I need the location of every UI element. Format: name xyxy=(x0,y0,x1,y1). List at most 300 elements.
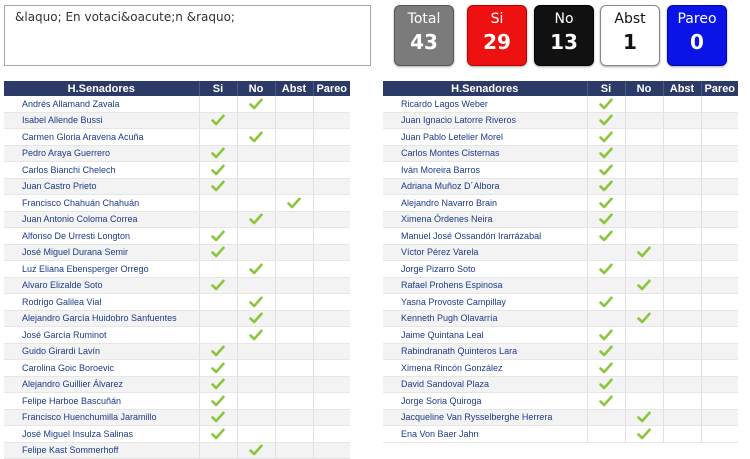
vote-cell-si xyxy=(199,343,237,360)
table-row xyxy=(4,376,350,393)
vote-cell-pareo xyxy=(313,178,350,195)
vote-cell-abst xyxy=(663,228,701,245)
vote-cell-abst xyxy=(663,145,701,162)
senator-name: Carlos Bianchi Chelech xyxy=(4,162,199,179)
senator-name: Jorge Soria Quiroga xyxy=(383,393,587,410)
checkmark-icon xyxy=(599,329,613,341)
no-count: 13 xyxy=(550,30,578,54)
vote-cell-pareo xyxy=(701,376,738,393)
table-row xyxy=(4,228,350,245)
vote-cell-abst xyxy=(275,129,313,146)
vote-cell-abst xyxy=(275,409,313,426)
vote-cell-no xyxy=(237,162,275,179)
checkmark-icon xyxy=(599,131,613,143)
vote-cell-pareo xyxy=(313,277,350,294)
vote-cell-abst xyxy=(275,228,313,245)
vote-cell-abst xyxy=(663,244,701,261)
senator-name: Luz Eliana Ebensperger Orrego xyxy=(4,261,199,278)
table-header xyxy=(383,81,738,96)
vote-cell-si xyxy=(587,376,625,393)
vote-cell-si xyxy=(587,244,625,261)
table-row xyxy=(4,112,350,129)
checkmark-icon xyxy=(211,428,225,440)
table-header xyxy=(4,81,350,96)
vote-cell-no xyxy=(625,393,663,410)
checkmark-icon xyxy=(211,230,225,242)
vote-cell-si xyxy=(199,178,237,195)
vote-cell-pareo xyxy=(313,327,350,344)
vote-cell-no xyxy=(237,178,275,195)
vote-cell-pareo xyxy=(313,409,350,426)
abst-tile xyxy=(600,5,660,66)
vote-cell-si xyxy=(587,261,625,278)
senator-name: Felipe Kast Sommerhoff xyxy=(4,442,199,459)
checkmark-icon xyxy=(249,444,263,456)
vote-cell-abst xyxy=(663,211,701,228)
checkmark-icon xyxy=(637,428,651,440)
vote-cell-pareo xyxy=(701,112,738,129)
table-row xyxy=(383,129,738,146)
checkmark-icon xyxy=(599,164,613,176)
senator-name: Ricardo Lagos Weber xyxy=(383,96,587,112)
checkmark-icon xyxy=(211,345,225,357)
vote-cell-no xyxy=(625,360,663,377)
vote-cell-si xyxy=(199,409,237,426)
checkmark-icon xyxy=(211,147,225,159)
checkmark-icon xyxy=(287,197,301,209)
vote-cell-si xyxy=(587,112,625,129)
si-label: Si xyxy=(490,11,504,27)
vote-cell-si xyxy=(199,145,237,162)
vote-cell-si xyxy=(587,327,625,344)
table-row xyxy=(383,376,738,393)
vote-cell-si xyxy=(587,96,625,112)
table-row xyxy=(383,228,738,245)
vote-cell-si xyxy=(199,244,237,261)
col-header-pareo: Pareo xyxy=(313,81,350,96)
vote-cell-no xyxy=(237,145,275,162)
vote-cell-si xyxy=(199,211,237,228)
vote-cell-abst xyxy=(663,129,701,146)
vote-cell-pareo xyxy=(701,129,738,146)
table-row xyxy=(4,261,350,278)
vote-cell-si xyxy=(587,360,625,377)
vote-cell-abst xyxy=(275,294,313,311)
vote-cell-abst xyxy=(275,112,313,129)
checkmark-icon xyxy=(599,378,613,390)
senator-name: Pedro Araya Guerrero xyxy=(4,145,199,162)
table-row xyxy=(4,360,350,377)
vote-cell-si xyxy=(587,343,625,360)
pareo-count: 0 xyxy=(690,30,704,54)
vote-cell-pareo xyxy=(313,96,350,112)
vote-cell-no xyxy=(625,195,663,212)
senator-name: José Miguel Durana Semir xyxy=(4,244,199,261)
table-row xyxy=(4,343,350,360)
senator-name: Iván Moreira Barros xyxy=(383,162,587,179)
checkmark-icon xyxy=(211,246,225,258)
vote-cell-si xyxy=(199,294,237,311)
vote-cell-pareo xyxy=(701,294,738,311)
vote-cell-abst xyxy=(275,426,313,443)
vote-cell-pareo xyxy=(701,360,738,377)
checkmark-icon xyxy=(599,263,613,275)
vote-cell-no xyxy=(625,228,663,245)
table-row xyxy=(383,294,738,311)
checkmark-icon xyxy=(249,131,263,143)
checkmark-icon xyxy=(637,246,651,258)
vote-cell-si xyxy=(587,178,625,195)
senator-name: David Sandoval Plaza xyxy=(383,376,587,393)
vote-cell-abst xyxy=(275,277,313,294)
senator-name: Yasna Provoste Campillay xyxy=(383,294,587,311)
vote-cell-pareo xyxy=(701,343,738,360)
table-row xyxy=(4,129,350,146)
vote-cell-pareo xyxy=(701,327,738,344)
vote-cell-no xyxy=(237,426,275,443)
vote-cell-abst xyxy=(275,327,313,344)
col-header-no: No xyxy=(237,81,275,96)
vote-cell-pareo xyxy=(701,426,738,443)
si-tile xyxy=(467,5,527,66)
checkmark-icon xyxy=(599,296,613,308)
vote-cell-no xyxy=(237,277,275,294)
senator-name: Andrés Allamand Zavala xyxy=(4,96,199,112)
checkmark-icon xyxy=(637,279,651,291)
table-row xyxy=(4,393,350,410)
checkmark-icon xyxy=(211,180,225,192)
senator-name: Felipe Harboe Bascuñán xyxy=(4,393,199,410)
vote-cell-abst xyxy=(275,360,313,377)
vote-cell-si xyxy=(587,310,625,327)
senator-name: Adriana Muñoz D´Albora xyxy=(383,178,587,195)
vote-cell-abst xyxy=(275,162,313,179)
vote-cell-abst xyxy=(663,178,701,195)
vote-cell-si xyxy=(199,162,237,179)
checkmark-icon xyxy=(599,197,613,209)
vote-cell-abst xyxy=(663,360,701,377)
abst-label: Abst xyxy=(614,11,646,27)
vote-cell-abst xyxy=(275,376,313,393)
vote-cell-no xyxy=(237,228,275,245)
checkmark-icon xyxy=(249,98,263,110)
checkmark-icon xyxy=(211,378,225,390)
vote-cell-pareo xyxy=(313,195,350,212)
col-header-senadores: H.Senadores xyxy=(383,81,587,96)
vote-cell-no xyxy=(237,376,275,393)
vote-cell-pareo xyxy=(701,261,738,278)
no-label: No xyxy=(554,11,574,27)
vote-cell-abst xyxy=(663,409,701,426)
checkmark-icon xyxy=(599,362,613,374)
senator-name: Alejandro Guillier Álvarez xyxy=(4,376,199,393)
table-row xyxy=(383,96,738,112)
senator-name: Juan Antonio Coloma Correa xyxy=(4,211,199,228)
no-tile xyxy=(534,5,594,66)
vote-cell-no xyxy=(237,211,275,228)
table-row xyxy=(383,195,738,212)
checkmark-icon xyxy=(249,312,263,324)
vote-cell-pareo xyxy=(313,360,350,377)
senator-name: Manuel José Ossandón Irarrázabal xyxy=(383,228,587,245)
vote-cell-pareo xyxy=(701,178,738,195)
checkmark-icon xyxy=(599,395,613,407)
checkmark-icon xyxy=(599,114,613,126)
vote-cell-no xyxy=(625,178,663,195)
vote-cell-no xyxy=(625,376,663,393)
checkmark-icon xyxy=(249,329,263,341)
table-row xyxy=(383,310,738,327)
col-header-abst: Abst xyxy=(663,81,701,96)
vote-cell-no xyxy=(625,112,663,129)
senator-name: Guido Girardi Lavín xyxy=(4,343,199,360)
senator-name: Jaime Quintana Leal xyxy=(383,327,587,344)
vote-cell-abst xyxy=(275,310,313,327)
vote-cell-pareo xyxy=(313,211,350,228)
vote-cell-si xyxy=(587,277,625,294)
table-row xyxy=(383,112,738,129)
vote-cell-pareo xyxy=(701,393,738,410)
checkmark-icon xyxy=(637,411,651,423)
vote-cell-no xyxy=(625,162,663,179)
vote-cell-si xyxy=(199,112,237,129)
vote-cell-abst xyxy=(275,145,313,162)
si-count: 29 xyxy=(483,30,511,54)
col-header-si: Si xyxy=(199,81,237,96)
table-row xyxy=(4,310,350,327)
vote-cell-pareo xyxy=(701,211,738,228)
vote-cell-abst xyxy=(663,310,701,327)
table-row xyxy=(4,96,350,112)
pareo-tile xyxy=(667,5,727,66)
table-row xyxy=(4,409,350,426)
col-header-no: No xyxy=(625,81,663,96)
table-row xyxy=(383,162,738,179)
vote-cell-pareo xyxy=(313,112,350,129)
checkmark-icon xyxy=(599,147,613,159)
table-row xyxy=(4,277,350,294)
vote-cell-pareo xyxy=(313,426,350,443)
senator-name: Carolina Goic Boroevic xyxy=(4,360,199,377)
vote-cell-pareo xyxy=(313,393,350,410)
vote-cell-no xyxy=(237,294,275,311)
vote-cell-abst xyxy=(663,277,701,294)
vote-cell-no xyxy=(625,129,663,146)
checkmark-icon xyxy=(599,213,613,225)
table-row xyxy=(383,261,738,278)
vote-cell-pareo xyxy=(701,409,738,426)
table-row xyxy=(383,178,738,195)
senator-name: Francisco Chahuán Chahuán xyxy=(4,195,199,212)
vote-cell-pareo xyxy=(313,261,350,278)
senator-name: Juan Castro Prieto xyxy=(4,178,199,195)
senator-name: Carlos Montes Cisternas xyxy=(383,145,587,162)
vote-cell-no xyxy=(625,310,663,327)
vote-cell-abst xyxy=(275,343,313,360)
table-row xyxy=(4,294,350,311)
senator-name: Ximena Rincón González xyxy=(383,360,587,377)
vote-cell-abst xyxy=(663,294,701,311)
vote-cell-si xyxy=(199,195,237,212)
senator-name: Alvaro Elizalde Soto xyxy=(4,277,199,294)
vote-cell-si xyxy=(587,129,625,146)
vote-cell-pareo xyxy=(313,310,350,327)
senator-name: Juan Ignacio Latorre Riveros xyxy=(383,112,587,129)
vote-cell-si xyxy=(199,393,237,410)
vote-cell-si xyxy=(587,162,625,179)
col-header-senadores: H.Senadores xyxy=(4,81,199,96)
table-row xyxy=(383,393,738,410)
vote-cell-no xyxy=(625,277,663,294)
total-count: 43 xyxy=(410,30,438,54)
vote-cell-si xyxy=(199,426,237,443)
table-row xyxy=(383,343,738,360)
senator-name: Kenneth Pugh Olavarría xyxy=(383,310,587,327)
vote-cell-no xyxy=(625,327,663,344)
vote-cell-abst xyxy=(275,96,313,112)
vote-cell-si xyxy=(199,96,237,112)
table-row xyxy=(383,211,738,228)
vote-cell-abst xyxy=(663,426,701,443)
senators-table-right xyxy=(383,81,738,443)
vote-cell-pareo xyxy=(313,244,350,261)
vote-cell-no xyxy=(625,294,663,311)
vote-cell-pareo xyxy=(313,162,350,179)
senator-name: Rafael Prohens Espinosa xyxy=(383,277,587,294)
vote-cell-abst xyxy=(275,244,313,261)
vote-cell-no xyxy=(237,343,275,360)
senator-name: Alejandro Navarro Brain xyxy=(383,195,587,212)
table-row xyxy=(383,327,738,344)
vote-cell-abst xyxy=(663,96,701,112)
vote-cell-si xyxy=(199,277,237,294)
senator-name: Alejandro García Huidobro Sanfuentes xyxy=(4,310,199,327)
vote-cell-abst xyxy=(663,195,701,212)
senator-name: Rodrigo Galilea Vial xyxy=(4,294,199,311)
vote-cell-si xyxy=(587,409,625,426)
vote-cell-no xyxy=(237,244,275,261)
table-row xyxy=(4,145,350,162)
col-header-si: Si xyxy=(587,81,625,96)
pareo-label: Pareo xyxy=(677,11,717,27)
vote-cell-abst xyxy=(275,211,313,228)
vote-cell-pareo xyxy=(701,195,738,212)
vote-cell-no xyxy=(625,145,663,162)
vote-cell-abst xyxy=(663,112,701,129)
checkmark-icon xyxy=(211,362,225,374)
senator-name: José Miguel Insulza Salinas xyxy=(4,426,199,443)
table-row xyxy=(4,195,350,212)
senator-name: Ena Von Baer Jahn xyxy=(383,426,587,443)
vote-cell-si xyxy=(587,145,625,162)
total-label: Total xyxy=(407,11,441,27)
vote-cell-pareo xyxy=(701,310,738,327)
vote-cell-no xyxy=(237,393,275,410)
vote-cell-abst xyxy=(275,195,313,212)
checkmark-icon xyxy=(211,114,225,126)
vote-cell-no xyxy=(625,426,663,443)
vote-cell-no xyxy=(237,409,275,426)
vote-cell-si xyxy=(199,327,237,344)
vote-cell-si xyxy=(587,195,625,212)
col-header-abst: Abst xyxy=(275,81,313,96)
checkmark-icon xyxy=(599,230,613,242)
vote-cell-abst xyxy=(663,162,701,179)
senator-name: Carmen Gloria Aravena Acuña xyxy=(4,129,199,146)
table-row xyxy=(383,426,738,443)
vote-cell-abst xyxy=(275,393,313,410)
vote-cell-pareo xyxy=(701,277,738,294)
vote-cell-pareo xyxy=(701,228,738,245)
table-row xyxy=(4,178,350,195)
col-header-pareo: Pareo xyxy=(701,81,738,96)
vote-cell-si xyxy=(587,426,625,443)
senator-name: Juan Pablo Letelier Morel xyxy=(383,129,587,146)
table-row xyxy=(4,327,350,344)
table-row xyxy=(383,244,738,261)
vote-cell-pareo xyxy=(313,343,350,360)
table-row xyxy=(383,145,738,162)
checkmark-icon xyxy=(249,263,263,275)
table-row xyxy=(4,244,350,261)
senator-name: Francisco Huenchumilla Jaramillo xyxy=(4,409,199,426)
vote-cell-no xyxy=(237,360,275,377)
vote-cell-abst xyxy=(663,376,701,393)
table-row xyxy=(383,409,738,426)
checkmark-icon xyxy=(211,411,225,423)
checkmark-icon xyxy=(249,296,263,308)
vote-cell-no xyxy=(625,211,663,228)
table-row xyxy=(383,360,738,377)
vote-cell-pareo xyxy=(313,129,350,146)
checkmark-icon xyxy=(599,98,613,110)
senator-name: Jorge Pizarro Soto xyxy=(383,261,587,278)
senator-name: Jacqueline Van Rysselberghe Herrera xyxy=(383,409,587,426)
vote-cell-no xyxy=(625,409,663,426)
table-row xyxy=(4,211,350,228)
vote-cell-no xyxy=(237,327,275,344)
checkmark-icon xyxy=(249,213,263,225)
senators-table-left xyxy=(4,81,350,459)
senator-name: Rabindranath Quinteros Lara xyxy=(383,343,587,360)
vote-cell-no xyxy=(237,442,275,459)
vote-cell-si xyxy=(587,228,625,245)
vote-cell-pareo xyxy=(313,228,350,245)
vote-cell-abst xyxy=(663,393,701,410)
total-tile xyxy=(394,5,454,66)
vote-cell-no xyxy=(237,310,275,327)
vote-cell-abst xyxy=(663,343,701,360)
checkmark-icon xyxy=(637,312,651,324)
vote-cell-no xyxy=(625,96,663,112)
vote-status-text: &laquo; En votaci&oacute;n &raquo; xyxy=(4,5,371,66)
vote-cell-pareo xyxy=(701,96,738,112)
table-row xyxy=(4,442,350,459)
vote-cell-si xyxy=(587,294,625,311)
table-row xyxy=(4,162,350,179)
checkmark-icon xyxy=(211,279,225,291)
vote-cell-si xyxy=(199,360,237,377)
abst-count: 1 xyxy=(623,30,637,54)
vote-cell-si xyxy=(199,129,237,146)
vote-cell-abst xyxy=(275,178,313,195)
vote-cell-pareo xyxy=(313,376,350,393)
vote-cell-no xyxy=(625,261,663,278)
vote-cell-pareo xyxy=(313,294,350,311)
checkmark-icon xyxy=(599,180,613,192)
senator-name: Víctor Pérez Varela xyxy=(383,244,587,261)
vote-cell-pareo xyxy=(701,162,738,179)
